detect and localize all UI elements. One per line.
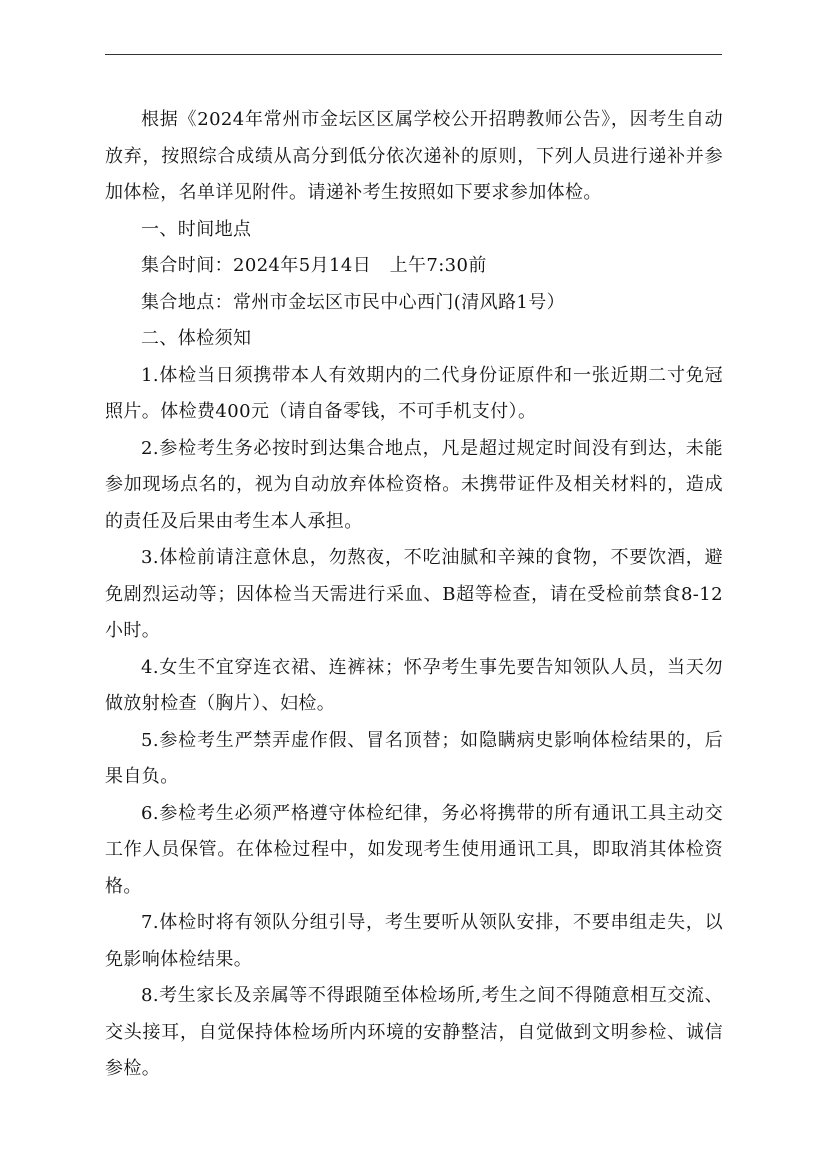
notice-item-4: 4.女生不宜穿连衣裙、连裤袜；怀孕考生事先要告知领队人员，当天勿做放射检查（胸片）、妇检。: [105, 656, 723, 714]
notice-item-5: 5.参检考生严禁弄虚作假、冒名顶替；如隐瞒病史影响体检结果的，后果自负。: [105, 729, 723, 787]
assembly-time: 集合时间：2024年5月14日 上午7:30前: [141, 255, 487, 276]
notice-item-1: 1.体检当日须携带本人有效期内的二代身份证原件和一张近期二寸免冠照片。体检费400元（请自备零钱，不可手机支付）。: [105, 364, 723, 422]
notice-item-8: 8.考生家长及亲属等不得跟随至体检场所,考生之间不得随意相互交流、交头接耳，自觉保持体检场所内环境的安静整洁，自觉做到文明参检、诚信参检。: [105, 985, 723, 1079]
section-heading-notice: 二、体检须知: [141, 328, 252, 349]
intro-paragraph: 根据《2024年常州市金坛区区属学校公开招聘教师公告》，因考生自动放弃，按照综合成绩从高分到低分依次递补的原则，下列人员进行递补并参加体检，名单详见附件。请递补考生按照如下要求参加体检。: [105, 109, 723, 203]
document-body: [105, 102, 723, 1088]
notice-item-7: 7.体检时将有领队分组引导，考生要听从领队安排，不要串组走失，以免影响体检结果。: [105, 912, 723, 970]
section-heading-time-place: 一、时间地点: [141, 218, 252, 240]
notice-item-2: 2.参检考生务必按时到达集合地点，凡是超过规定时间没有到达，未能参加现场点名的，视为自动放弃体检资格。未携带证件及相关材料的，造成的责任及后果由考生本人承担。: [105, 437, 723, 532]
assembly-location: 集合地点：常州市金坛区市民中心西门(清风路1号）: [141, 291, 566, 313]
header-rule: [105, 54, 722, 55]
notice-item-6: 6.参检考生必须严格遵守体检纪律，务必将携带的所有通讯工具主动交工作人员保管。在体检过程中，如发现考生使用通讯工具，即取消其体检资格。: [105, 802, 723, 897]
notice-item-3: 3.体检前请注意休息，勿熬夜，不吃油腻和辛辣的食物，不要饮酒，避免剧烈运动等；因体检当天需进行采血、B超等检查，请在受检前禁食8-12小时。: [105, 547, 723, 641]
